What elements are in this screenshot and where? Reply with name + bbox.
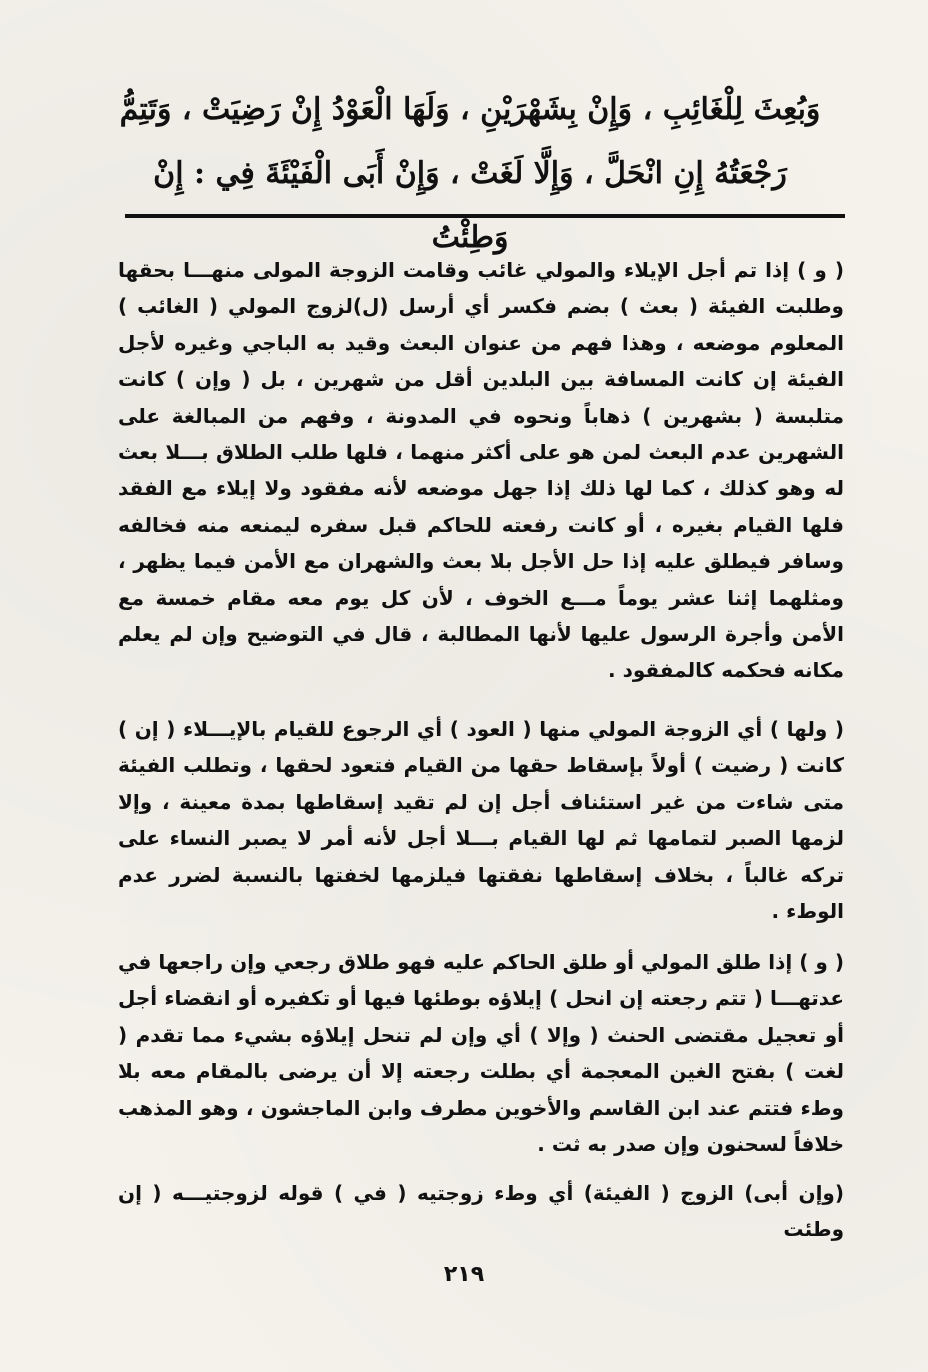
commentary-paragraph-2: ( ولها ) أي الزوجة المولي منها ( العود ) أي الرجوع للقيام بالإيـــلاء ( إن ) كانت ( رضيت ) أولاً بإسقاط حقها من القيام فتعود لحقها ، وتطلب الفيئة متى شاءت من غير استئناف أجل إن لم تقيد إسقاطها بمدة معينة ، وإلا لزمها الصبر لتمامها ثم لها القيام بـــلا أجل لأنه أمر لا يصبر النساء على تركه غالباً ، بخلاف إسقاطها نفقتها فيلزمها لخفتها بالنسبة لضرر عدم الوطء . xyxy=(118,717,844,924)
matn-line-1: وَبُعِثَ لِلْغَائِبِ ، وَإِنْ بِشَهْرَيْنِ ، وَلَهَا الْعَوْدُ إِنْ رَضِيَتْ ، وَتَتِمُّ xyxy=(119,92,821,127)
separator-rule xyxy=(125,214,845,218)
page-number: ٢١٩ xyxy=(443,1262,485,1287)
commentary-paragraph-3: ( و ) إذا طلق المولي أو طلق الحاكم عليه فهو طلاق رجعي وإن راجعها في عدتهـــا ( تتم رجعته إن انحل ) إيلاؤه بوطئها فيها أو تكفيره أو انقضاء أجل أو تعجيل مقتضى الحنث ( وإلا ) أي وإن لم تنحل إيلاؤه بشيء مما تقدم ( لغت ) بفتح الغين المعجمة أي بطلت رجعته إلا أن يرضى بالمقام معه بلا وطء فتتم عند ابن القاسم والأخوين مطرف وابن الماجشون ، وهو المذهب خلافاً لسحنون وإن صدر به ثت . xyxy=(118,950,844,1157)
commentary-paragraph-1: ( و ) إذا تم أجل الإيلاء والمولي غائب وقامت الزوجة المولى منهـــا بحقها وطلبت الفيئة ( بعث ) بضم فكسر أي أرسل (ل)لزوج المولي ( الغائب ) المعلوم موضعه ، وهذا فهم من عنوان البعث وقيد به الباجي وغيره لأجل الفيئة إن كانت المسافة بين البلدين أقل من شهرين ، بل ( وإن ) كانت متلبسة ( بشهرين ) ذهاباً ونحوه في المدونة ، وفهم من المبالغة على الشهرين عدم البعث لمن هو على أكثر منهما ، فلها طلب الطلاق بـــلا بعث له وهو كذلك ، كما لها ذلك إذا جهل موضعه لأنه مفقود ولا إيلاء مع الفقد فلها القيام بغيره ، أو كانت رفعته للحاكم قبل سفره ليمنعه منه فخالفه وسافر فيطلق عليه إذا حل الأجل بلا بعث والشهران مع الأمن فيما يظهر ، ومثلهما إثنا عشر يوماً مـــع الخوف ، لأن كل يوم معه مقام خمسة مع الأمن وأجرة الرسول عليها لأنها المطالبة ، قال في التوضيح وإن لم يعلم مكانه فحكمه كالمفقود . xyxy=(118,258,844,683)
matn-line-2: رَجْعَتُهُ إِنِ انْحَلَّ ، وَإِلَّا لَغَتْ ، وَإِنْ أَبَى الْفَيْئَةَ فِي : إِنْ وَطِئْتُ xyxy=(153,156,787,255)
commentary-paragraph-4: (وإن أبى) الزوج ( الفيئة) أي وطء زوجتيه ( في ) قوله لزوجتيـــه ( إن وطئت xyxy=(118,1181,844,1242)
